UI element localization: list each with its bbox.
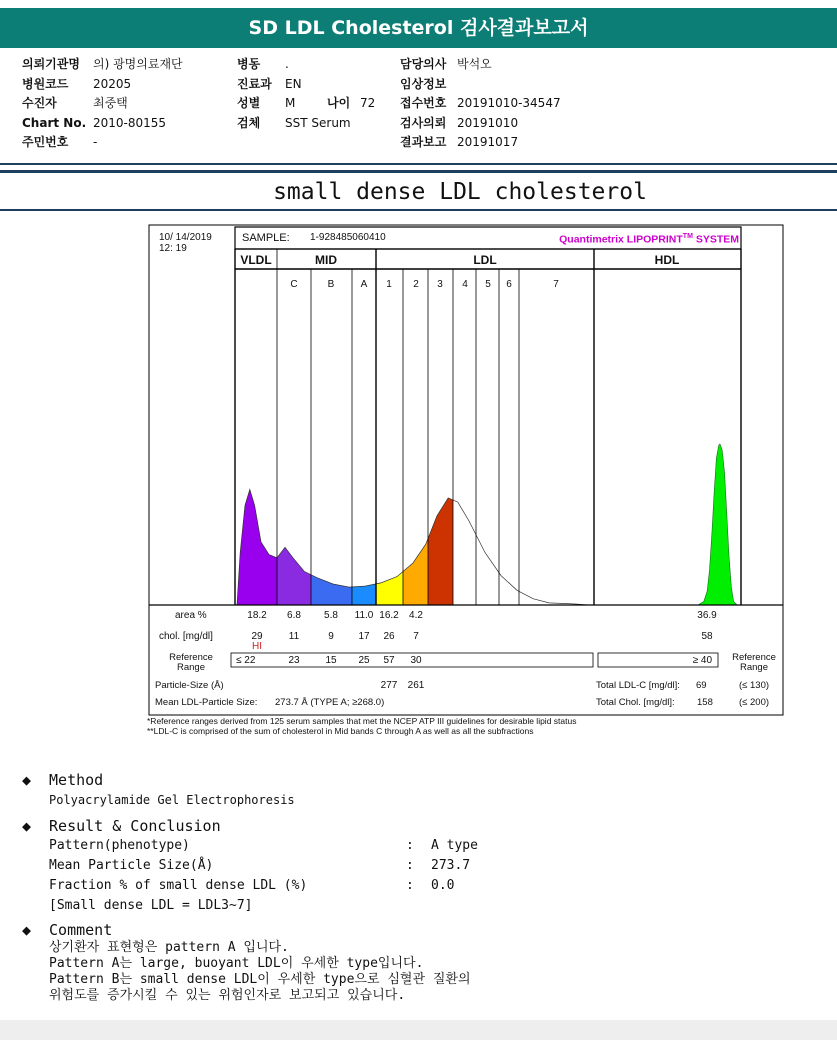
band-label: 3 — [437, 279, 443, 290]
info-col-1 — [22, 55, 183, 153]
chol-value: 11 — [288, 631, 300, 642]
system-title-tm: TM — [682, 233, 693, 240]
section-heading — [22, 816, 478, 836]
method-text: Polyacrylamide Gel Electrophoresis — [49, 793, 295, 807]
hi-flag: HI — [252, 641, 262, 652]
result-sep: : — [406, 858, 414, 873]
info-row — [22, 94, 183, 114]
info-value: 박석오 — [457, 57, 492, 71]
comment-line: Pattern A는 large, buoyant LDL이 우세한 type입니다. — [49, 956, 424, 971]
reference-label-1: Reference — [169, 652, 213, 663]
chol-value: 26 — [383, 631, 395, 642]
footnote: **LDL-C is comprised of the sum of cholesterol in Mid bands C through A as well as all the subfractions — [147, 726, 534, 736]
info-label: 임상정보 — [400, 76, 447, 91]
diamond-bullet-icon: ◆ — [22, 771, 32, 789]
info-value: M — [285, 96, 296, 110]
band-label: B — [327, 279, 335, 290]
footer-bar — [0, 1020, 837, 1040]
mean-size-label: Mean LDL-Particle Size: — [155, 697, 258, 708]
fraction-area — [277, 547, 311, 605]
reference-value: 15 — [325, 655, 337, 666]
area-row-label: area % — [175, 610, 207, 621]
age-label: 나이 — [327, 96, 351, 110]
fraction-area — [352, 584, 376, 605]
comment-section — [22, 920, 471, 1004]
group-vldl: VLDL — [240, 253, 272, 267]
area-value: 6.8 — [287, 610, 301, 621]
info-label: 접수번호 — [400, 96, 447, 110]
total-chol-range: (≤ 200) — [739, 697, 770, 708]
info-value: EN — [285, 76, 302, 91]
info-row — [237, 114, 375, 134]
info-label: Chart No. — [22, 115, 87, 130]
section-title: Result & Conclusion — [49, 817, 221, 835]
info-row — [400, 133, 561, 153]
section-heading — [22, 920, 471, 940]
result-section — [22, 816, 478, 916]
particle-size-value: 261 — [407, 680, 425, 691]
result-item — [22, 836, 478, 856]
info-label: 결과보고 — [400, 135, 447, 149]
info-row — [400, 55, 561, 75]
reference-value: 30 — [410, 655, 422, 666]
info-label: 병원코드 — [22, 76, 69, 91]
info-row — [400, 114, 561, 134]
fraction-area — [311, 575, 352, 605]
comment-line: Pattern B는 small dense LDL이 우세한 type으로 심혈관 질환의 — [49, 972, 471, 987]
chart-date: 10/ 14/2019 — [159, 232, 212, 243]
lipoprint-chart — [145, 221, 785, 741]
chart-time: 12: 19 — [159, 243, 187, 254]
result-key: Fraction % of small dense LDL (%) — [49, 878, 308, 893]
info-label: 수진자 — [22, 96, 57, 110]
info-value: 최중택 — [93, 96, 128, 110]
group-hdl: HDL — [654, 253, 680, 267]
reference-label-right — [732, 653, 776, 673]
divider — [0, 209, 837, 211]
info-col-3 — [400, 55, 561, 153]
hdl-reference-value: ≥ 40 — [692, 655, 712, 666]
result-sep: : — [406, 838, 414, 853]
hdl-area-value: 36.9 — [697, 610, 717, 621]
info-row — [237, 94, 375, 114]
info-label: 병동 — [237, 57, 261, 71]
age-value: 72 — [360, 96, 376, 110]
total-ldl-value: 69 — [696, 680, 707, 691]
info-label: 주민번호 — [22, 135, 69, 149]
system-title-main: Quantimetrix LIPOPRINT — [559, 233, 683, 246]
info-label: 진료과 — [237, 76, 272, 91]
area-value: 4.2 — [409, 610, 423, 621]
info-value: SST Serum — [285, 115, 351, 130]
band-label: 4 — [462, 279, 468, 290]
result-note: [Small dense LDL = LDL3~7] — [49, 898, 253, 913]
band-label: 7 — [553, 279, 559, 290]
mean-size-value: 273.7 Å (TYPE A; ≥268.0) — [275, 697, 385, 708]
info-value: 20191010-34547 — [457, 96, 561, 110]
info-value: 2010-80155 — [93, 115, 167, 130]
info-value: 20191010 — [457, 115, 519, 130]
chol-value: 9 — [328, 631, 334, 642]
report-title: SD LDL Cholesterol 검사결과보고서 — [0, 8, 837, 48]
reference-right-2: Range — [740, 662, 768, 673]
info-value: 의) 광명의료재단 — [93, 57, 183, 71]
band-label: 6 — [506, 279, 512, 290]
fraction-area — [403, 539, 428, 606]
band-label: 2 — [413, 279, 419, 290]
info-value: 20191017 — [457, 135, 519, 149]
sample-id: 1-928485060410 — [310, 232, 386, 243]
total-ldl-range: (≤ 130) — [739, 680, 770, 691]
band-label: A — [360, 279, 368, 290]
info-row — [22, 75, 183, 95]
outer-frame — [149, 225, 783, 715]
area-value: 16.2 — [379, 610, 399, 621]
reference-value: ≤ 22 — [236, 655, 256, 666]
band-label: C — [290, 279, 298, 290]
fraction-area — [428, 498, 453, 605]
result-key: Mean Particle Size(Å) — [49, 858, 214, 873]
section-title: Comment — [49, 921, 113, 939]
info-value: . — [285, 57, 289, 71]
band-label: 1 — [386, 279, 392, 290]
reference-label-2: Range — [177, 662, 205, 673]
info-label: 담당의사 — [400, 57, 447, 71]
info-value: 20205 — [93, 76, 132, 91]
chol-value: 7 — [413, 631, 419, 642]
area-value: 11.0 — [354, 610, 374, 621]
page-subtitle: small dense LDL cholesterol — [273, 179, 647, 205]
group-ldl: LDL — [473, 253, 497, 267]
info-label: 검사의뢰 — [400, 115, 447, 130]
fraction-area — [376, 572, 403, 606]
system-title — [559, 231, 739, 246]
result-item — [22, 856, 478, 876]
chart-frame — [149, 225, 783, 715]
chol-value: 29 — [251, 631, 263, 642]
fraction-fills — [237, 490, 453, 605]
info-label: 성별 — [237, 96, 261, 110]
diamond-bullet-icon: ◆ — [22, 817, 32, 835]
result-sep: : — [406, 878, 414, 893]
comment-line: 상기환자 표현형은 pattern A 입니다. — [49, 940, 289, 955]
comment-line: 위험도를 증가시킬 수 있는 위험인자로 보고되고 있습니다. — [49, 988, 406, 1003]
result-key: Pattern(phenotype) — [49, 838, 190, 853]
reference-value: 25 — [358, 655, 370, 666]
total-chol-value: 158 — [697, 697, 713, 708]
band-label: 5 — [485, 279, 491, 290]
particle-size-value: 277 — [380, 680, 398, 691]
sample-label: SAMPLE: — [242, 232, 290, 244]
info-row — [400, 94, 561, 114]
particle-size-label: Particle-Size (Å) — [155, 680, 224, 691]
info-row — [237, 55, 375, 75]
hdl-chol-value: 58 — [701, 631, 713, 642]
reference-right-1: Reference — [732, 652, 776, 663]
info-col-2 — [237, 55, 375, 133]
chol-value: 17 — [358, 631, 370, 642]
area-value: 5.8 — [324, 610, 338, 621]
area-value: 18.2 — [247, 610, 267, 621]
footnote: *Reference ranges derived from 125 serum samples that met the NCEP ATP III guidelines for desirable lipid status — [147, 716, 577, 726]
system-title-suffix: SYSTEM — [692, 233, 739, 246]
info-row — [22, 114, 183, 134]
reference-value: 57 — [383, 655, 395, 666]
reference-label — [169, 653, 213, 673]
result-value: A type — [431, 838, 478, 853]
info-value: - — [93, 135, 98, 149]
divider — [0, 163, 837, 165]
method-section — [22, 770, 295, 810]
reference-value: 23 — [288, 655, 300, 666]
section-heading — [22, 770, 295, 790]
diamond-bullet-icon: ◆ — [22, 921, 32, 939]
total-ldl-label: Total LDL-C [mg/dl]: — [596, 680, 680, 691]
total-chol-label: Total Chol. [mg/dl]: — [596, 697, 675, 708]
result-value: 273.7 — [431, 858, 471, 873]
info-label: 의뢰기관명 — [22, 57, 80, 71]
info-row — [22, 55, 183, 75]
info-row — [237, 75, 375, 95]
result-value: 0.0 — [431, 878, 455, 893]
info-row — [400, 75, 561, 95]
result-item — [22, 876, 478, 896]
section-title: Method — [49, 771, 104, 789]
fraction-area — [237, 490, 277, 605]
chol-row-label: chol. [mg/dl] — [159, 631, 213, 642]
divider — [0, 170, 837, 173]
info-row — [22, 133, 183, 153]
hdl-peak — [698, 444, 737, 605]
info-label: 검체 — [237, 115, 261, 130]
group-mid: MID — [315, 253, 337, 267]
